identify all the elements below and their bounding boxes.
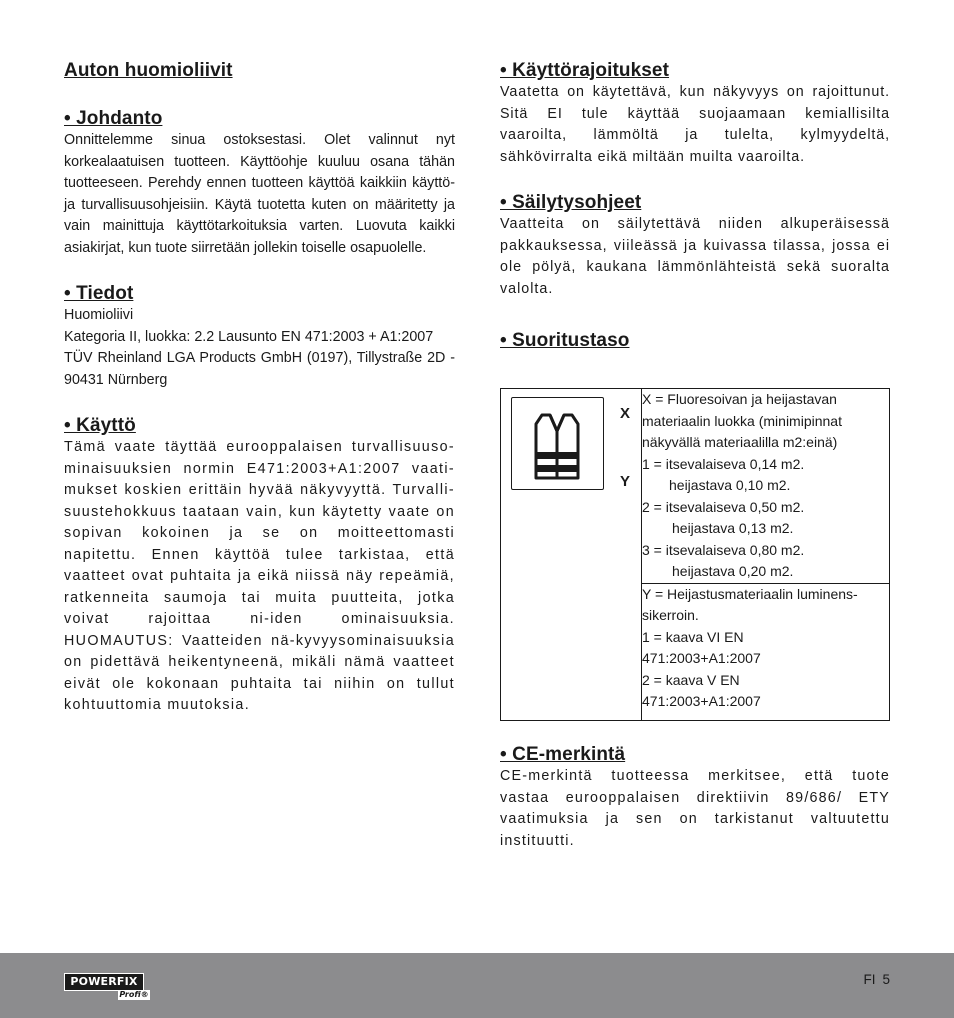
x-line: materiaalin luokka (minimipinnat <box>642 412 842 429</box>
section-kayttorajoitukset <box>500 60 890 168</box>
page-number-value: 5 <box>882 972 890 987</box>
heading-suoritustaso: • Suoritustaso <box>500 330 630 351</box>
heading-johdanto: • Johdanto <box>64 108 163 129</box>
logo-wordmark: POWERFIX <box>64 973 144 991</box>
tiedot-line: Kategoria II, luokka: 2.2 Lausunto EN 471:2003 + A1:2007 <box>64 328 434 345</box>
vest-icon <box>511 397 604 490</box>
section-johdanto <box>64 108 455 259</box>
tiedot-line: TÜV Rheinland LGA Products GmbH (0197), Tillystraße 2D - 90431 Nürnberg <box>64 350 455 388</box>
text-johdanto: Onnittelemme sinua ostoksestasi. Olet valinnut nyt korkealaatuisen tuotteen. Käyttöohje kuuluu osana tähän tuotteeseen. Perehdy ennen tuotteen käyttöä kaikkiin käyttö- ja turvallisuusohjeisiin. Käytä tuotetta kuten on määritetty ja vain mainittuja käyttötarkoituksia varten. Luovuta kaikki asiakirjat, kun tuote siirretään jollekin toiselle osapuolelle. <box>64 132 455 256</box>
x-line: 2 = itsevalaiseva 0,50 m2. <box>642 498 805 515</box>
section-kaytto <box>64 415 455 717</box>
right-column <box>500 60 890 352</box>
section-sailytysohjeet <box>500 192 890 300</box>
x-line: 1 = itsevalaiseva 0,14 m2. <box>642 455 805 472</box>
text-sailytysohjeet: Vaatteita on säilytettävä niiden alkuperäisessä pakkauksessa, viileässä ja kuivassa tilassa, jossa ei ole pölyä, kaukana lämmönlähteistä sekä suoralta valolta. <box>500 216 890 297</box>
section-ce <box>500 744 890 852</box>
y-line: 2 = kaava V EN <box>642 671 740 688</box>
section-suoritustaso <box>500 330 890 352</box>
x-line: näkyvällä materiaalilla m2:einä) <box>642 434 838 450</box>
text-kaytto: Tämä vaate täyttää eurooppalaisen turvallisuuso-minaisuuksien normin E471:2003+A1:2007 vaati-mukset koskien erittäin hyvää näkyvyyttä. Turvalli-suustehokkuus taataan vain, kun käytetty vaate on sopivan kokoinen ja se on moitteettomasti napitettu. Ennen käyttöä tulee tarkistaa, että vaatteet ovat puhtaita ja eikä niissä näy repeämiä, ratkenneita saumoja tai muita puutteita, jotka voivat rajoittaa ni-iden ominaisuuksia. HUOMAUTUS: Vaatteiden nä-kyvyysominaisuuksia on pidettävä heikentyneenä, mikäli nämä vaatteet eivät ole kokonaan puhtaita tai niihin on tullut kohtuuttomia muutoksia. <box>64 439 455 713</box>
brand-logo <box>64 973 150 999</box>
y-line: Y = Heijastusmateriaalin luminens- <box>642 585 858 602</box>
x-label: X <box>620 405 631 422</box>
heading-sailytysohjeet: • Säilytysohjeet <box>500 192 642 213</box>
y-line: sikerroin. <box>642 607 699 623</box>
page-title: Auton huomioliivit <box>64 60 233 81</box>
y-line: 1 = kaava VI EN <box>642 628 744 645</box>
language-code: FI <box>863 972 876 987</box>
left-column <box>64 60 455 737</box>
x-line: heijastava 0,13 m2. <box>672 520 794 536</box>
heading-kaytto: • Käyttö <box>64 415 136 436</box>
x-line: 3 = itsevalaiseva 0,80 m2. <box>642 541 805 558</box>
heading-kayttorajoitukset: • Käyttörajoitukset <box>500 60 670 81</box>
x-line: X = Fluoresoivan ja heijastavan <box>642 391 837 407</box>
y-description-cell <box>642 583 890 721</box>
x-description-cell <box>642 389 890 584</box>
x-line: heijastava 0,20 m2. <box>672 563 794 579</box>
y-line: 471:2003+A1:2007 <box>642 650 761 666</box>
page-number <box>863 972 890 987</box>
section-tiedot <box>64 283 455 391</box>
y-label: Y <box>620 473 631 490</box>
tiedot-line: Huomioliivi <box>64 307 134 323</box>
heading-ce: • CE-merkintä <box>500 744 626 765</box>
footer-bar <box>0 953 954 1018</box>
heading-tiedot: • Tiedot <box>64 283 134 304</box>
y-line: 471:2003+A1:2007 <box>642 693 761 709</box>
performance-table <box>500 388 890 721</box>
text-ce: CE-merkintä tuotteessa merkitsee, että tuote vastaa eurooppalaisen direktiivin 89/686/ ETY vaatimuksia ja sen on tarkistanut valtuutettu instituutti. <box>500 768 890 849</box>
vest-icon-cell <box>501 389 642 721</box>
logo-subtitle: Profi® <box>119 990 149 999</box>
x-line: heijastava 0,10 m2. <box>669 477 791 493</box>
text-kayttorajoitukset: Vaatetta on käytettävä, kun näkyvyys on rajoittunut. Sitä EI tule käyttää suojaamaan kemiallisilta vaaroilta, lämmöltä ja tulelta, kylmyydeltä, sähkövirralta eikä miltään muilta vaaroilta. <box>500 84 890 165</box>
